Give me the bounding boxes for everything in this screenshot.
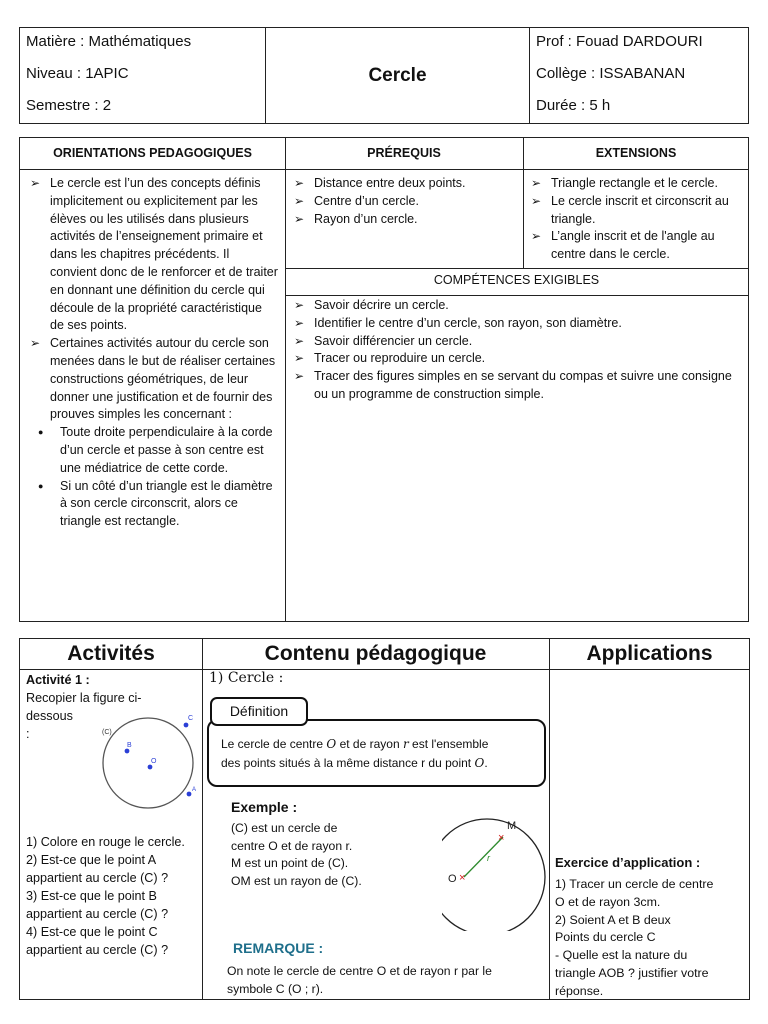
activites-heading: Activités xyxy=(67,642,155,665)
divider xyxy=(285,268,748,269)
list-item: ➢ L’angle inscrit et de l'angle au centre dans le cercle. xyxy=(527,228,748,264)
definition-symbol: O xyxy=(474,756,485,770)
exercice-line: 2) Soient A et B deux xyxy=(555,912,671,927)
header-table xyxy=(19,27,749,124)
exemple-line: centre O et de rayon r. xyxy=(231,838,353,853)
list-item: ● Si un côté d’un triangle est le diamètre à son cercle circonscrit, alors ce triangle est rectangle. xyxy=(26,478,278,531)
section-title: 1) Cercle : xyxy=(209,670,284,686)
definition-part: . xyxy=(484,756,488,770)
point-c-label: C xyxy=(188,715,194,722)
list-item: ➢ Identifier le centre d’un cercle, son rayon, son diamètre. xyxy=(290,315,746,333)
list-item: ➢ Savoir différencier un cercle. xyxy=(290,333,746,351)
list-item: ➢ Le cercle inscrit et circonscrit au triangle. xyxy=(527,193,748,229)
question-item: 4) Est-ce que le point C appartient au cercle (C) ? xyxy=(26,925,169,957)
activite-intro-line: dessous xyxy=(26,709,73,723)
applications-heading: Applications xyxy=(586,642,713,665)
extensions-heading: EXTENSIONS xyxy=(595,146,677,160)
exercice-line: réponse. xyxy=(555,983,604,998)
list-item: ➢ Certaines activités autour du cercle son menées dans le but de réaliser certaines constructions géométriques, de leur donner une justification et de fournir des prouves simples les concernant : xyxy=(26,335,278,424)
prerequis-cell xyxy=(290,175,520,228)
list-item: ➢ Rayon d’un cercle. xyxy=(290,211,520,229)
divider xyxy=(285,295,748,296)
prerequis-heading: PRÉREQUIS xyxy=(367,146,441,160)
circle-c xyxy=(442,819,545,931)
activite-intro-line: Recopier la figure ci- xyxy=(26,691,142,705)
definition-part: Le cercle de centre xyxy=(221,737,327,751)
competences-heading: COMPÉTENCES EXIGIBLES xyxy=(433,273,600,287)
matiere-text: Matière : Mathématiques xyxy=(26,33,192,50)
exercice-line: O et de rayon 3cm. xyxy=(555,894,661,909)
extensions-cell xyxy=(527,175,748,264)
niveau-text: Niveau : 1APIC xyxy=(26,65,129,82)
list-item: ➢ Centre d’un cercle. xyxy=(290,193,520,211)
point-o-label: O xyxy=(151,758,157,765)
list-item: ➢ Savoir décrire un cercle. xyxy=(290,297,746,315)
circle-figure-example xyxy=(442,815,548,931)
header-title-cell xyxy=(266,28,530,123)
point-o xyxy=(148,765,153,770)
exercice-line: Points du cercle C xyxy=(555,930,656,945)
definition-box xyxy=(207,719,546,787)
exemple-line: OM est un rayon de (C). xyxy=(231,873,362,888)
college-text: Collège : ISSABANAN xyxy=(536,65,686,82)
prof-text: Prof : Fouad DARDOURI xyxy=(536,33,703,50)
definition-part: des points situés à la même distance r du point xyxy=(221,756,475,770)
list-item: ➢ Triangle rectangle et le cercle. xyxy=(527,175,748,193)
divider xyxy=(20,169,748,170)
definition-text xyxy=(221,735,541,773)
question-item: 3) Est-ce que le point B appartient au cercle (C) ? xyxy=(26,889,169,921)
header-right-cell xyxy=(530,28,750,123)
definition-symbol: O xyxy=(326,737,337,751)
circle-label: (C) xyxy=(102,729,112,736)
exercice-title: Exercice d’application : xyxy=(555,855,701,870)
exercice-text xyxy=(555,876,749,1001)
exemple-label: Exemple : xyxy=(231,799,298,815)
point-b-label: B xyxy=(127,742,132,749)
pedagogy-table xyxy=(19,137,749,622)
orientations-cell xyxy=(26,175,278,531)
exemple-line: M est un point de (C). xyxy=(231,856,349,870)
exercice-line: triangle AOB ? justifier votre xyxy=(555,965,709,980)
definition-part: et de rayon xyxy=(336,737,403,751)
divider xyxy=(549,639,550,999)
semestre-text: Semestre : 2 xyxy=(26,97,112,114)
remarque-line: On note le cercle de centre O et de rayon r par le xyxy=(227,964,492,978)
circle-figure-activity xyxy=(96,709,202,817)
point-c xyxy=(184,723,189,728)
divider xyxy=(20,669,749,670)
header-left-cell xyxy=(20,28,266,123)
divider xyxy=(285,138,286,621)
point-b xyxy=(125,749,130,754)
circle-c xyxy=(103,718,193,808)
competences-cell xyxy=(290,297,746,404)
list-item: ➢ Tracer des figures simples en se servant du compas et suivre une consigne ou un programme de construction simple. xyxy=(290,368,746,404)
cross-icon: × xyxy=(459,872,466,884)
radius-label: r xyxy=(487,853,490,863)
duree-text: Durée : 5 h xyxy=(536,97,611,114)
point-o-label: O xyxy=(448,873,457,885)
list-item: ➢ Le cercle est l’un des concepts définis implicitement ou explicitement par les élèves ou les utilisés dans plusieurs activités de l’enseignement primaire et dans les chapitres précédents. Il convient donc de le renforcer et de traiter en donnant une définition du cercle qui découle de la propriété caractéristique de ses points. xyxy=(26,175,278,335)
lesson-table xyxy=(19,638,750,1000)
question-item: 1) Colore en rouge le cercle. xyxy=(26,835,185,849)
exercice-line: - Quelle est la nature du xyxy=(555,948,688,963)
point-a-label: A xyxy=(192,787,197,793)
definition-symbol: r xyxy=(402,737,409,751)
definition-label: Définition xyxy=(210,697,308,726)
activite-intro-line: : xyxy=(26,727,30,741)
list-item: ➢ Tracer ou reproduire un cercle. xyxy=(290,350,746,368)
remarque-line: symbole C (O ; r). xyxy=(227,982,324,996)
contenu-heading: Contenu pédagogique xyxy=(264,642,487,665)
orientations-heading: ORIENTATIONS PEDAGOGIQUES xyxy=(53,146,252,160)
remarque-label: REMARQUE : xyxy=(233,940,324,956)
exemple-line: (C) est un cercle de xyxy=(231,821,338,835)
list-item: ➢ Distance entre deux points. xyxy=(290,175,520,193)
activite-title: Activité 1 : xyxy=(26,673,90,687)
remarque-text xyxy=(227,962,545,998)
point-m-label: M xyxy=(507,820,517,832)
cross-icon: × xyxy=(498,832,505,844)
exercice-line: 1) Tracer un cercle de centre xyxy=(555,877,714,891)
point-a xyxy=(187,792,192,797)
page-title: Cercle xyxy=(368,64,427,86)
activite-questions xyxy=(26,833,200,959)
divider xyxy=(202,639,203,999)
definition-part: est l'ensemble xyxy=(408,737,489,751)
exemple-text xyxy=(231,820,401,890)
question-item: 2) Est-ce que le point A appartient au cercle (C) ? xyxy=(26,853,169,885)
list-item: ● Toute droite perpendiculaire à la corde d’un cercle et passe à son centre est une médiatrice de cette corde. xyxy=(26,424,278,477)
